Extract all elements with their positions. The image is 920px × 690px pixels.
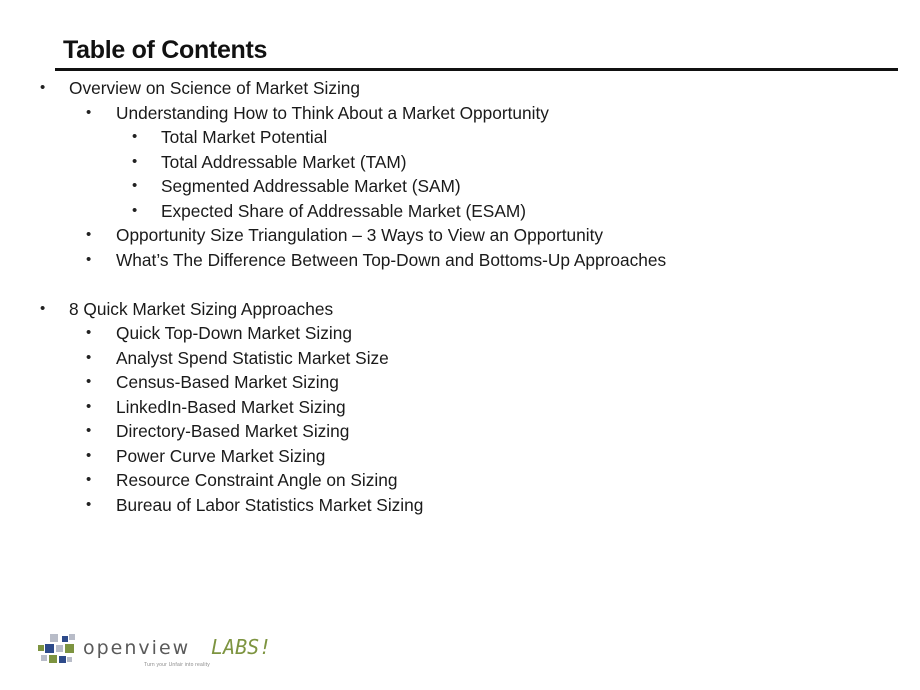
bullet: • xyxy=(86,250,92,268)
toc-item xyxy=(0,493,900,518)
toc-item xyxy=(0,444,900,469)
toc-item xyxy=(0,346,900,371)
toc-item-label: Understanding How to Think About a Market Opportunity xyxy=(116,102,549,123)
bullet: • xyxy=(86,397,92,415)
bullet: • xyxy=(40,299,46,317)
toc-section xyxy=(0,297,900,322)
toc-subitem-label: Expected Share of Addressable Market (ESAM) xyxy=(161,200,526,221)
toc-subitem xyxy=(0,150,900,175)
toc-section xyxy=(0,76,900,101)
bullet: • xyxy=(86,471,92,488)
bullet: • xyxy=(86,324,92,341)
bullet: • xyxy=(86,495,92,513)
toc-item-label: Bureau of Labor Statistics Market Sizing xyxy=(116,494,424,515)
openview-labs-logo xyxy=(36,631,296,671)
bullet: • xyxy=(86,226,92,243)
toc-item-label: Analyst Spend Statistic Market Size xyxy=(116,347,389,368)
toc-item xyxy=(0,101,900,126)
bullet: • xyxy=(86,348,92,366)
mosaic-logo-icon xyxy=(36,633,76,667)
bullet: • xyxy=(86,373,92,390)
toc-item-label: Census-Based Market Sizing xyxy=(116,372,339,392)
bullet: • xyxy=(86,422,92,439)
logo-labs: LABS! xyxy=(211,635,272,659)
logo-tagline: Turn your Unfair into reality xyxy=(144,662,210,668)
bullet: • xyxy=(132,201,138,219)
toc-item-label: Directory-Based Market Sizing xyxy=(116,421,350,441)
page-title: Table of Contents xyxy=(63,36,268,64)
toc-item xyxy=(0,321,900,346)
title-underline xyxy=(55,68,898,71)
logo-wordmark: openview xyxy=(83,637,191,659)
bullet: • xyxy=(132,177,138,194)
toc-item-label: Quick Top-Down Market Sizing xyxy=(116,323,352,343)
table-of-contents xyxy=(0,76,900,517)
toc-subitem xyxy=(0,174,900,199)
toc-item xyxy=(0,395,900,420)
toc-item-label: LinkedIn-Based Market Sizing xyxy=(116,396,346,417)
toc-item xyxy=(0,248,900,273)
toc-item-label: Opportunity Size Triangulation – 3 Ways to View an Opportunity xyxy=(116,225,604,245)
toc-item xyxy=(0,468,900,493)
toc-item xyxy=(0,370,900,395)
toc-subitem-label: Total Market Potential xyxy=(161,127,328,147)
toc-subitem-label: Total Addressable Market (TAM) xyxy=(161,151,407,172)
toc-subitem-label: Segmented Addressable Market (SAM) xyxy=(161,176,461,196)
bullet: • xyxy=(86,446,92,464)
toc-item xyxy=(0,223,900,248)
toc-item xyxy=(0,419,900,444)
bullet: • xyxy=(132,152,138,170)
bullet: • xyxy=(86,103,92,121)
bullet: • xyxy=(132,128,138,145)
toc-item-label: Power Curve Market Sizing xyxy=(116,445,326,466)
toc-item-label: What’s The Difference Between Top-Down and Bottoms-Up Approaches xyxy=(116,249,667,270)
toc-section-label: Overview on Science of Market Sizing xyxy=(69,78,361,98)
bullet: • xyxy=(40,79,46,96)
toc-section-label: 8 Quick Market Sizing Approaches xyxy=(69,298,334,319)
toc-subitem xyxy=(0,125,900,150)
section-spacer xyxy=(0,272,900,297)
toc-item-label: Resource Constraint Angle on Sizing xyxy=(116,470,398,490)
toc-subitem xyxy=(0,199,900,224)
